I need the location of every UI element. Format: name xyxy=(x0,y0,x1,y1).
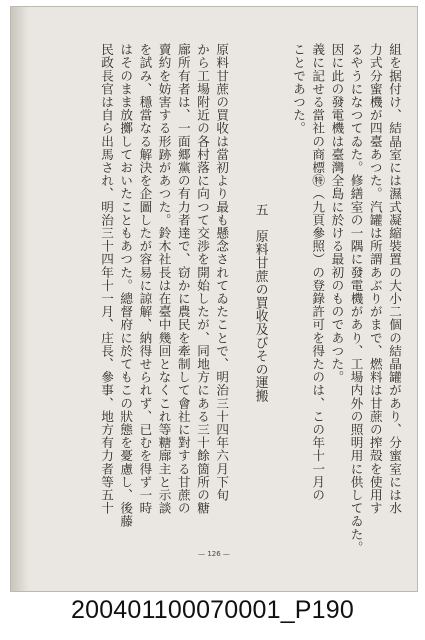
page-number: — 126 — xyxy=(198,550,230,558)
text-column: 義に記せる當社の商標㊕（九頁參照）の登錄許可を得たのは、この年十一月の xyxy=(310,43,326,502)
text-column: 民政長官は自ら出馬され、明治三十四年十一月、庄長、參事、地方有力者等五十 xyxy=(99,43,114,515)
text-column: るやうになつてゐた。修繕室の一隅に發電機があり、工場内外の照明用に供してゐた。 xyxy=(348,43,364,554)
text-column: 廍所有者は、一面郷黨の有力者達で、窃かに農民を牽制して會社に對する甘蔗の xyxy=(175,43,191,515)
text-column: ことであつた。 xyxy=(291,43,306,135)
text-column: から工場附近の各村落に向つて交渉を開始したが、同地方にある三十餘箇所の糖 xyxy=(195,43,210,515)
page-gutter-shadow xyxy=(11,7,29,591)
text-column: 因に此の發電機は臺灣全島に於ける最初のものであつた。 xyxy=(329,43,345,384)
text-column: 原料甘蔗の買收は當初より最も懸念されてゐたことで、明治三十四年六月下旬 xyxy=(214,43,230,502)
text-column: を試み、穩當なる解決を企圖したが容易に諒解、納得せられず、已むを得ず一時 xyxy=(137,43,153,515)
book-page xyxy=(10,6,418,592)
text-column: はそのまま放擲しておいたこともあつた。總督府に於てもこの狀態を憂慮し、後藤 xyxy=(118,43,134,528)
text-column: 力式分蜜機が四臺あつた。汽罐は所謂あぶりがまで、燃料は甘蔗の搾殻を使用す xyxy=(367,43,383,515)
section-heading: 五 原料甘蔗の買收及びその運搬 xyxy=(252,203,268,403)
text-column: 組を据付け、結晶室には濕式凝縮裝置の大小二個の結晶罐があり、分蜜室には水 xyxy=(387,43,402,515)
image-id-caption: 200401100070001_P190 xyxy=(71,596,354,624)
text-column: 賣約を妨害する形跡があつた。鈴木社長は在臺中幾回となくこれ等糖廍主と示談 xyxy=(156,43,172,515)
